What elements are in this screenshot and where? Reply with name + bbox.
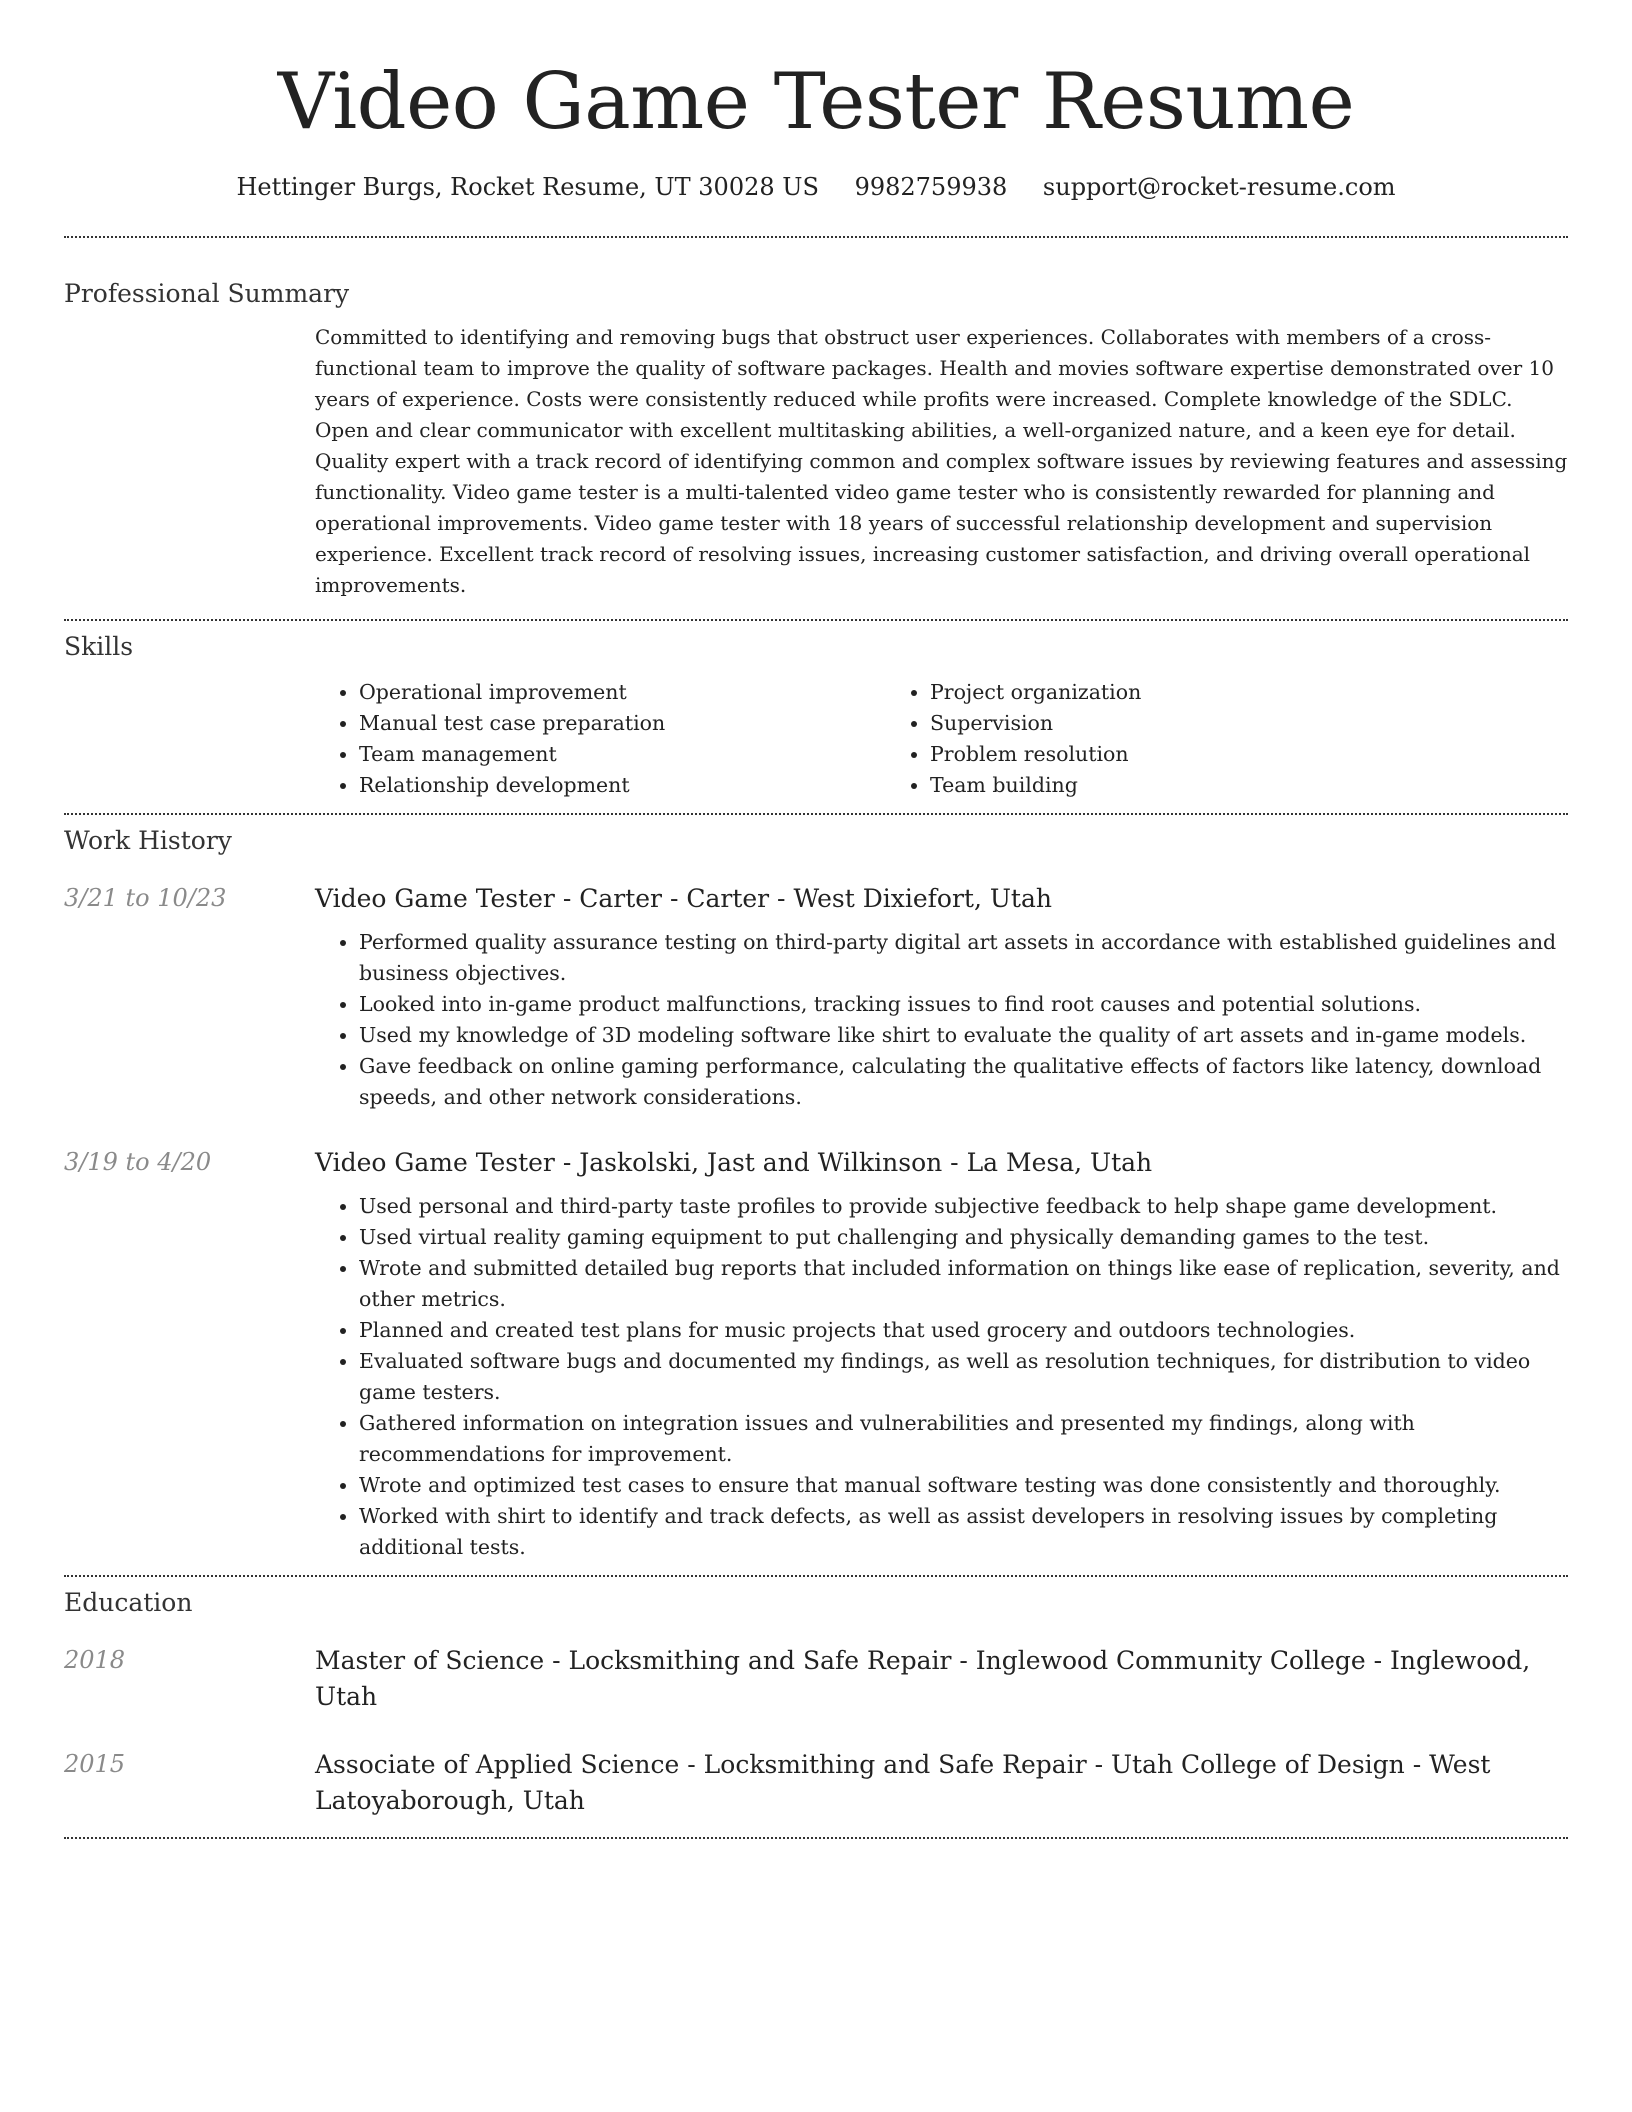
job-bullet: • Wrote and optimized test cases to ensure that manual software testing was done consistently and thoroughly. [359, 1470, 1568, 1501]
divider [64, 813, 1568, 815]
job-bullet: • Planned and created test plans for music projects that used grocery and outdoors technologies. [359, 1315, 1568, 1346]
contact-email[interactable]: support@rocket-resume.com [1042, 173, 1396, 201]
divider [64, 619, 1568, 621]
job-bullet: • Looked into in-game product malfunctions, tracking issues to find root causes and potential solutions. [359, 989, 1568, 1020]
job-bullet: • Used my knowledge of 3D modeling software like shirt to evaluate the quality of art assets and in-game models. [359, 1020, 1568, 1051]
job-bullets [315, 927, 1568, 1113]
education-entry [64, 1747, 1568, 1819]
job-bullet: • Gave feedback on online gaming performance, calculating the qualitative effects of factors like latency, download speeds, and other network considerations. [359, 1051, 1568, 1113]
summary-section [64, 278, 1568, 601]
summary-heading: Professional Summary [64, 279, 350, 308]
resume-title: Video Game Tester Resume [277, 57, 1355, 147]
education-section [64, 1587, 1568, 1819]
job-bullet: • Performed quality assurance testing on third-party digital art assets in accordance with established guidelines and business objectives. [359, 927, 1568, 989]
resume-page [64, 0, 1568, 1839]
summary-text: Committed to identifying and removing bugs that obstruct user experiences. Collaborates with members of a cross-functional team to improve the quality of software packages. Health and movies software expertise demonstrated over 10 years of experience. Costs were consistently reduced while profits were increased. Complete knowledge of the SDLC. Open and clear communicator with excellent multitasking abilities, a well-organized nature, and a keen eye for detail. Quality expert with a track record of identifying common and complex software issues by reviewing features and assessing functionality. Video game tester is a multi-talented video game tester who is consistently rewarded for planning and operational improvements. Video game tester with 18 years of successful relationship development and supervision experience. Excellent track record of resolving issues, increasing customer satisfaction, and driving overall operational improvements. [315, 325, 1568, 597]
skill-item: • Project organization [930, 677, 1457, 708]
education-heading: Education [64, 1588, 193, 1617]
skills-list-right [886, 677, 1457, 801]
job-bullet: • Gathered information on integration issues and vulnerabilities and presented my findings, along with recommendations for improvement. [359, 1408, 1568, 1470]
education-year: 2018 [64, 1646, 126, 1674]
skill-item: • Team building [930, 770, 1457, 801]
skill-item: • Team management [359, 739, 886, 770]
skills-heading: Skills [64, 632, 134, 661]
job-bullet: • Worked with shirt to identify and track defects, as well as assist developers in resolving issues by completing additional tests. [359, 1501, 1568, 1563]
skill-item: • Problem resolution [930, 739, 1457, 770]
job-bullet: • Used virtual reality gaming equipment to put challenging and physically demanding games to the test. [359, 1222, 1568, 1253]
work-section [64, 825, 1568, 1563]
job-entry [64, 1145, 1568, 1563]
job-title: Video Game Tester - Carter - Carter - West Dixiefort, Utah [315, 884, 1052, 913]
skill-item: • Manual test case preparation [359, 708, 886, 739]
education-entry [64, 1643, 1568, 1715]
job-entry [64, 881, 1568, 1113]
job-bullet: • Used personal and third-party taste profiles to provide subjective feedback to help shape game development. [359, 1191, 1568, 1222]
contact-phone: 9982759938 [854, 173, 1008, 201]
skills-section [64, 631, 1568, 801]
divider [64, 1575, 1568, 1577]
education-title: Associate of Applied Science - Locksmithing and Safe Repair - Utah College of Design - West Latoyaborough, Utah [315, 1750, 1491, 1815]
education-title: Master of Science - Locksmithing and Safe Repair - Inglewood Community College - Inglewood, Utah [315, 1646, 1531, 1711]
job-dates: 3/19 to 4/20 [64, 1148, 212, 1176]
skill-item: • Supervision [930, 708, 1457, 739]
contact-line [64, 170, 1568, 204]
job-bullet: • Wrote and submitted detailed bug reports that included information on things like ease of replication, severity, and other metrics. [359, 1253, 1568, 1315]
job-bullets [315, 1191, 1568, 1563]
divider [64, 1837, 1568, 1839]
skills-list-left [315, 677, 886, 801]
job-title: Video Game Tester - Jaskolski, Jast and Wilkinson - La Mesa, Utah [315, 1148, 1153, 1177]
skill-item: • Relationship development [359, 770, 886, 801]
skill-item: • Operational improvement [359, 677, 886, 708]
work-heading: Work History [64, 826, 232, 855]
job-bullet: • Evaluated software bugs and documented my findings, as well as resolution techniques, for distribution to video game testers. [359, 1346, 1568, 1408]
education-year: 2015 [64, 1750, 126, 1778]
contact-address: Hettinger Burgs, Rocket Resume, UT 30028 US [236, 173, 819, 201]
divider [64, 236, 1568, 238]
job-dates: 3/21 to 10/23 [64, 884, 227, 912]
